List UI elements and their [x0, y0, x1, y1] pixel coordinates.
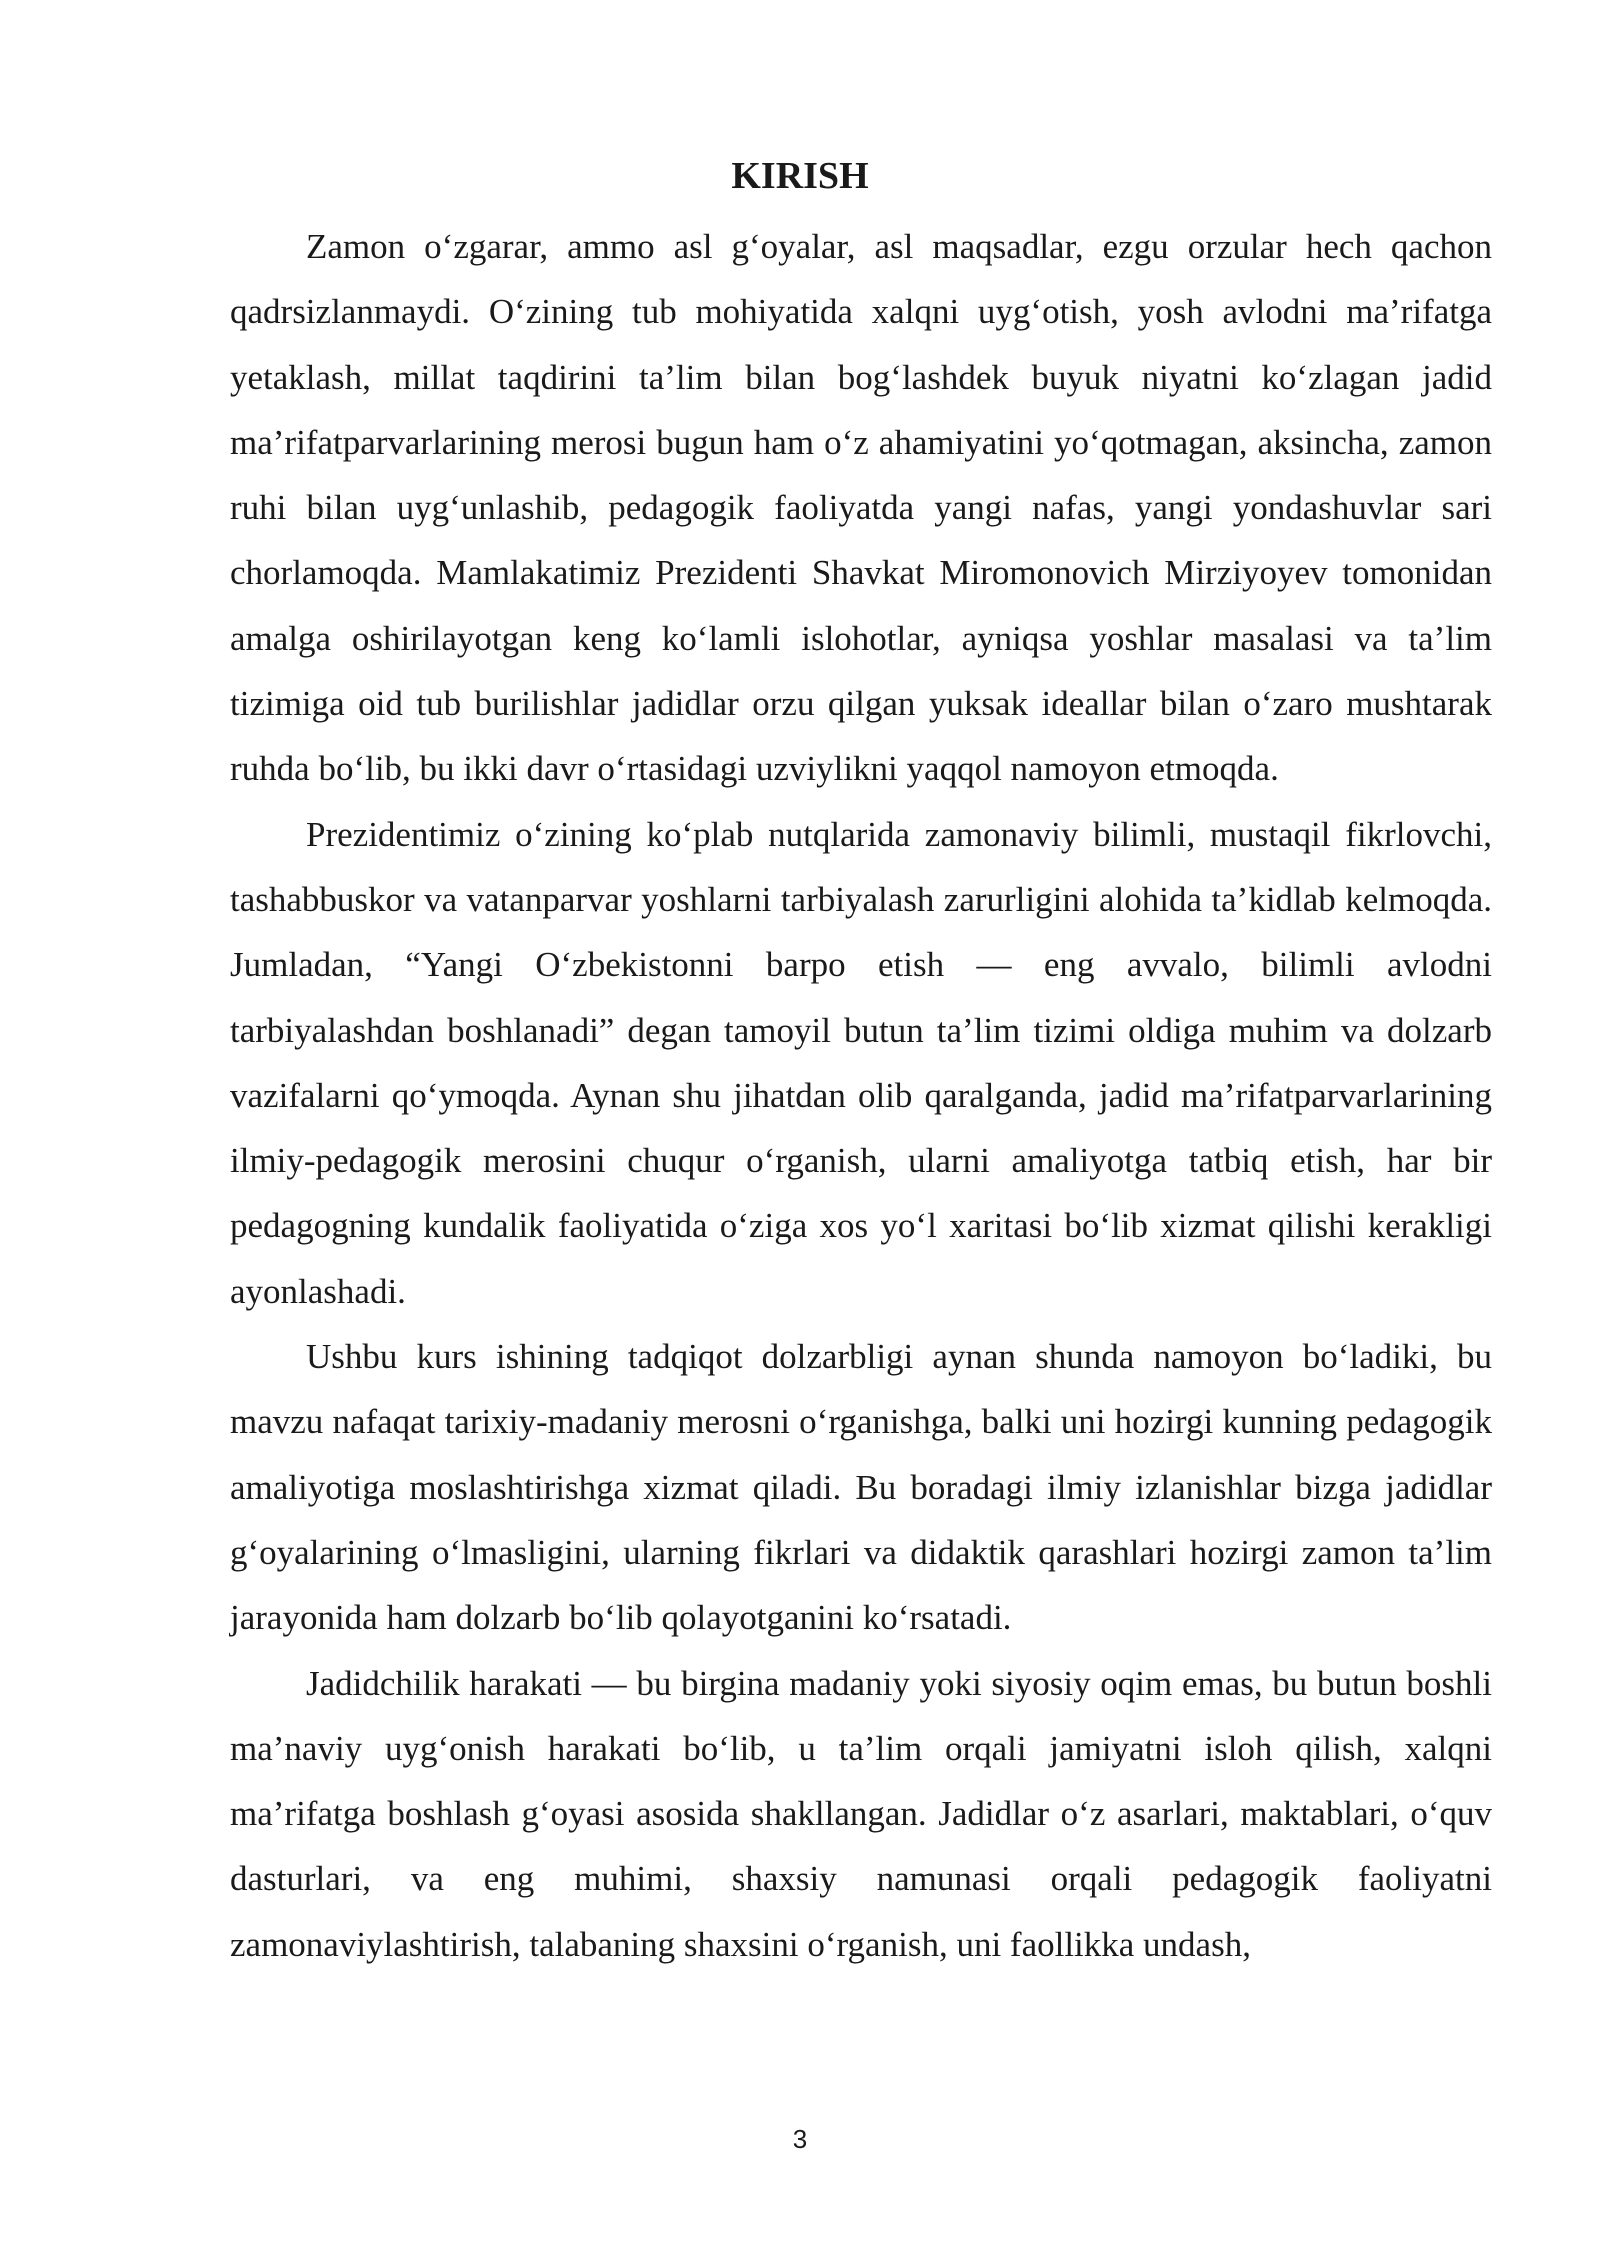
paragraph-1: Zamon o‘zgarar, ammo asl g‘oyalar, asl maqsadlar, ezgu orzular hech qachon qadrsizlanmaydi. O‘zining tub mohiyatida xalqni uyg‘otish, yosh avlodni ma’rifatga yetaklash, millat taqdirini ta’lim bilan bog‘lashdek buyuk niyatni ko‘zlagan jadid ma’rifatparvarlarining merosi bugun ham o‘z ahamiyatini yo‘qotmagan, aksincha, zamon ruhi bilan uyg‘unlashib, pedagogik faoliyatda yangi nafas, yangi yondashuvlar sari chorlamoqda. Mamlakatimiz Prezidenti Shavkat Miromonovich Mirziyoyev tomonidan amalga oshirilayotgan keng ko‘lamli islohotlar, ayniqsa yoshlar masalasi va ta’lim tizimiga oid tub burilishlar jadidlar orzu qilgan yuksak ideallar bilan o‘zaro mushtarak ruhda bo‘lib, bu ikki davr o‘rtasidagi uzviylikni yaqqol namoyon etmoqda. [230, 227, 1492, 789]
body-text [230, 214, 1492, 1977]
page-number: 3 [792, 2124, 808, 2154]
paragraph-3: Ushbu kurs ishining tadqiqot dolzarbligi aynan shunda namoyon bo‘ladiki, bu mavzu nafaqat tarixiy-madaniy merosni o‘rganishga, balki uni hozirgi kunning pedagogik amaliyotiga moslashtirishga xizmat qiladi. Bu boradagi ilmiy izlanishlar bizga jadidlar g‘oyalarining o‘lmasligini, ularning fikrlari va didaktik qarashlari hozirgi zamon ta’lim jarayonida ham dolzarb bo‘lib qolayotganini ko‘rsatadi. [230, 1337, 1492, 1638]
paragraph-4: Jadidchilik harakati — bu birgina madaniy yoki siyosiy oqim emas, bu butun boshli ma’naviy uyg‘onish harakati bo‘lib, u ta’lim orqali jamiyatni isloh qilish, xalqni ma’rifatga boshlash g‘oyasi asosida shakllangan. Jadidlar o‘z asarlari, maktablari, o‘quv dasturlari, va eng muhimi, shaxsiy namunasi orqali pedagogik faoliyatni zamonaviylashtirish, talabaning shaxsini o‘rganish, uni faollikka undash, [230, 1663, 1492, 1964]
paragraph-2: Prezidentimiz o‘zining ko‘plab nutqlarida zamonaviy bilimli, mustaqil fikrlovchi, tashabbuskor va vatanparvar yoshlarni tarbiyalash zarurligini alohida ta’kidlab kelmoqda. Jumladan, “Yangi O‘zbekistonni barpo etish — eng avvalo, bilimli avlodni tarbiyalashdan boshlanadi” degan tamoyil butun ta’lim tizimi oldiga muhim va dolzarb vazifalarni qo‘ymoqda. Aynan shu jihatdan olib qaralganda, jadid ma’rifatparvarlarining ilmiy-pedagogik merosini chuqur o‘rganish, ularni amaliyotga tatbiq etish, har bir pedagogning kundalik faoliyatida o‘ziga xos yo‘l xaritasi bo‘lib xizmat qilishi kerakligi ayonlashadi. [230, 814, 1492, 1311]
section-title: KIRISH [731, 155, 869, 197]
